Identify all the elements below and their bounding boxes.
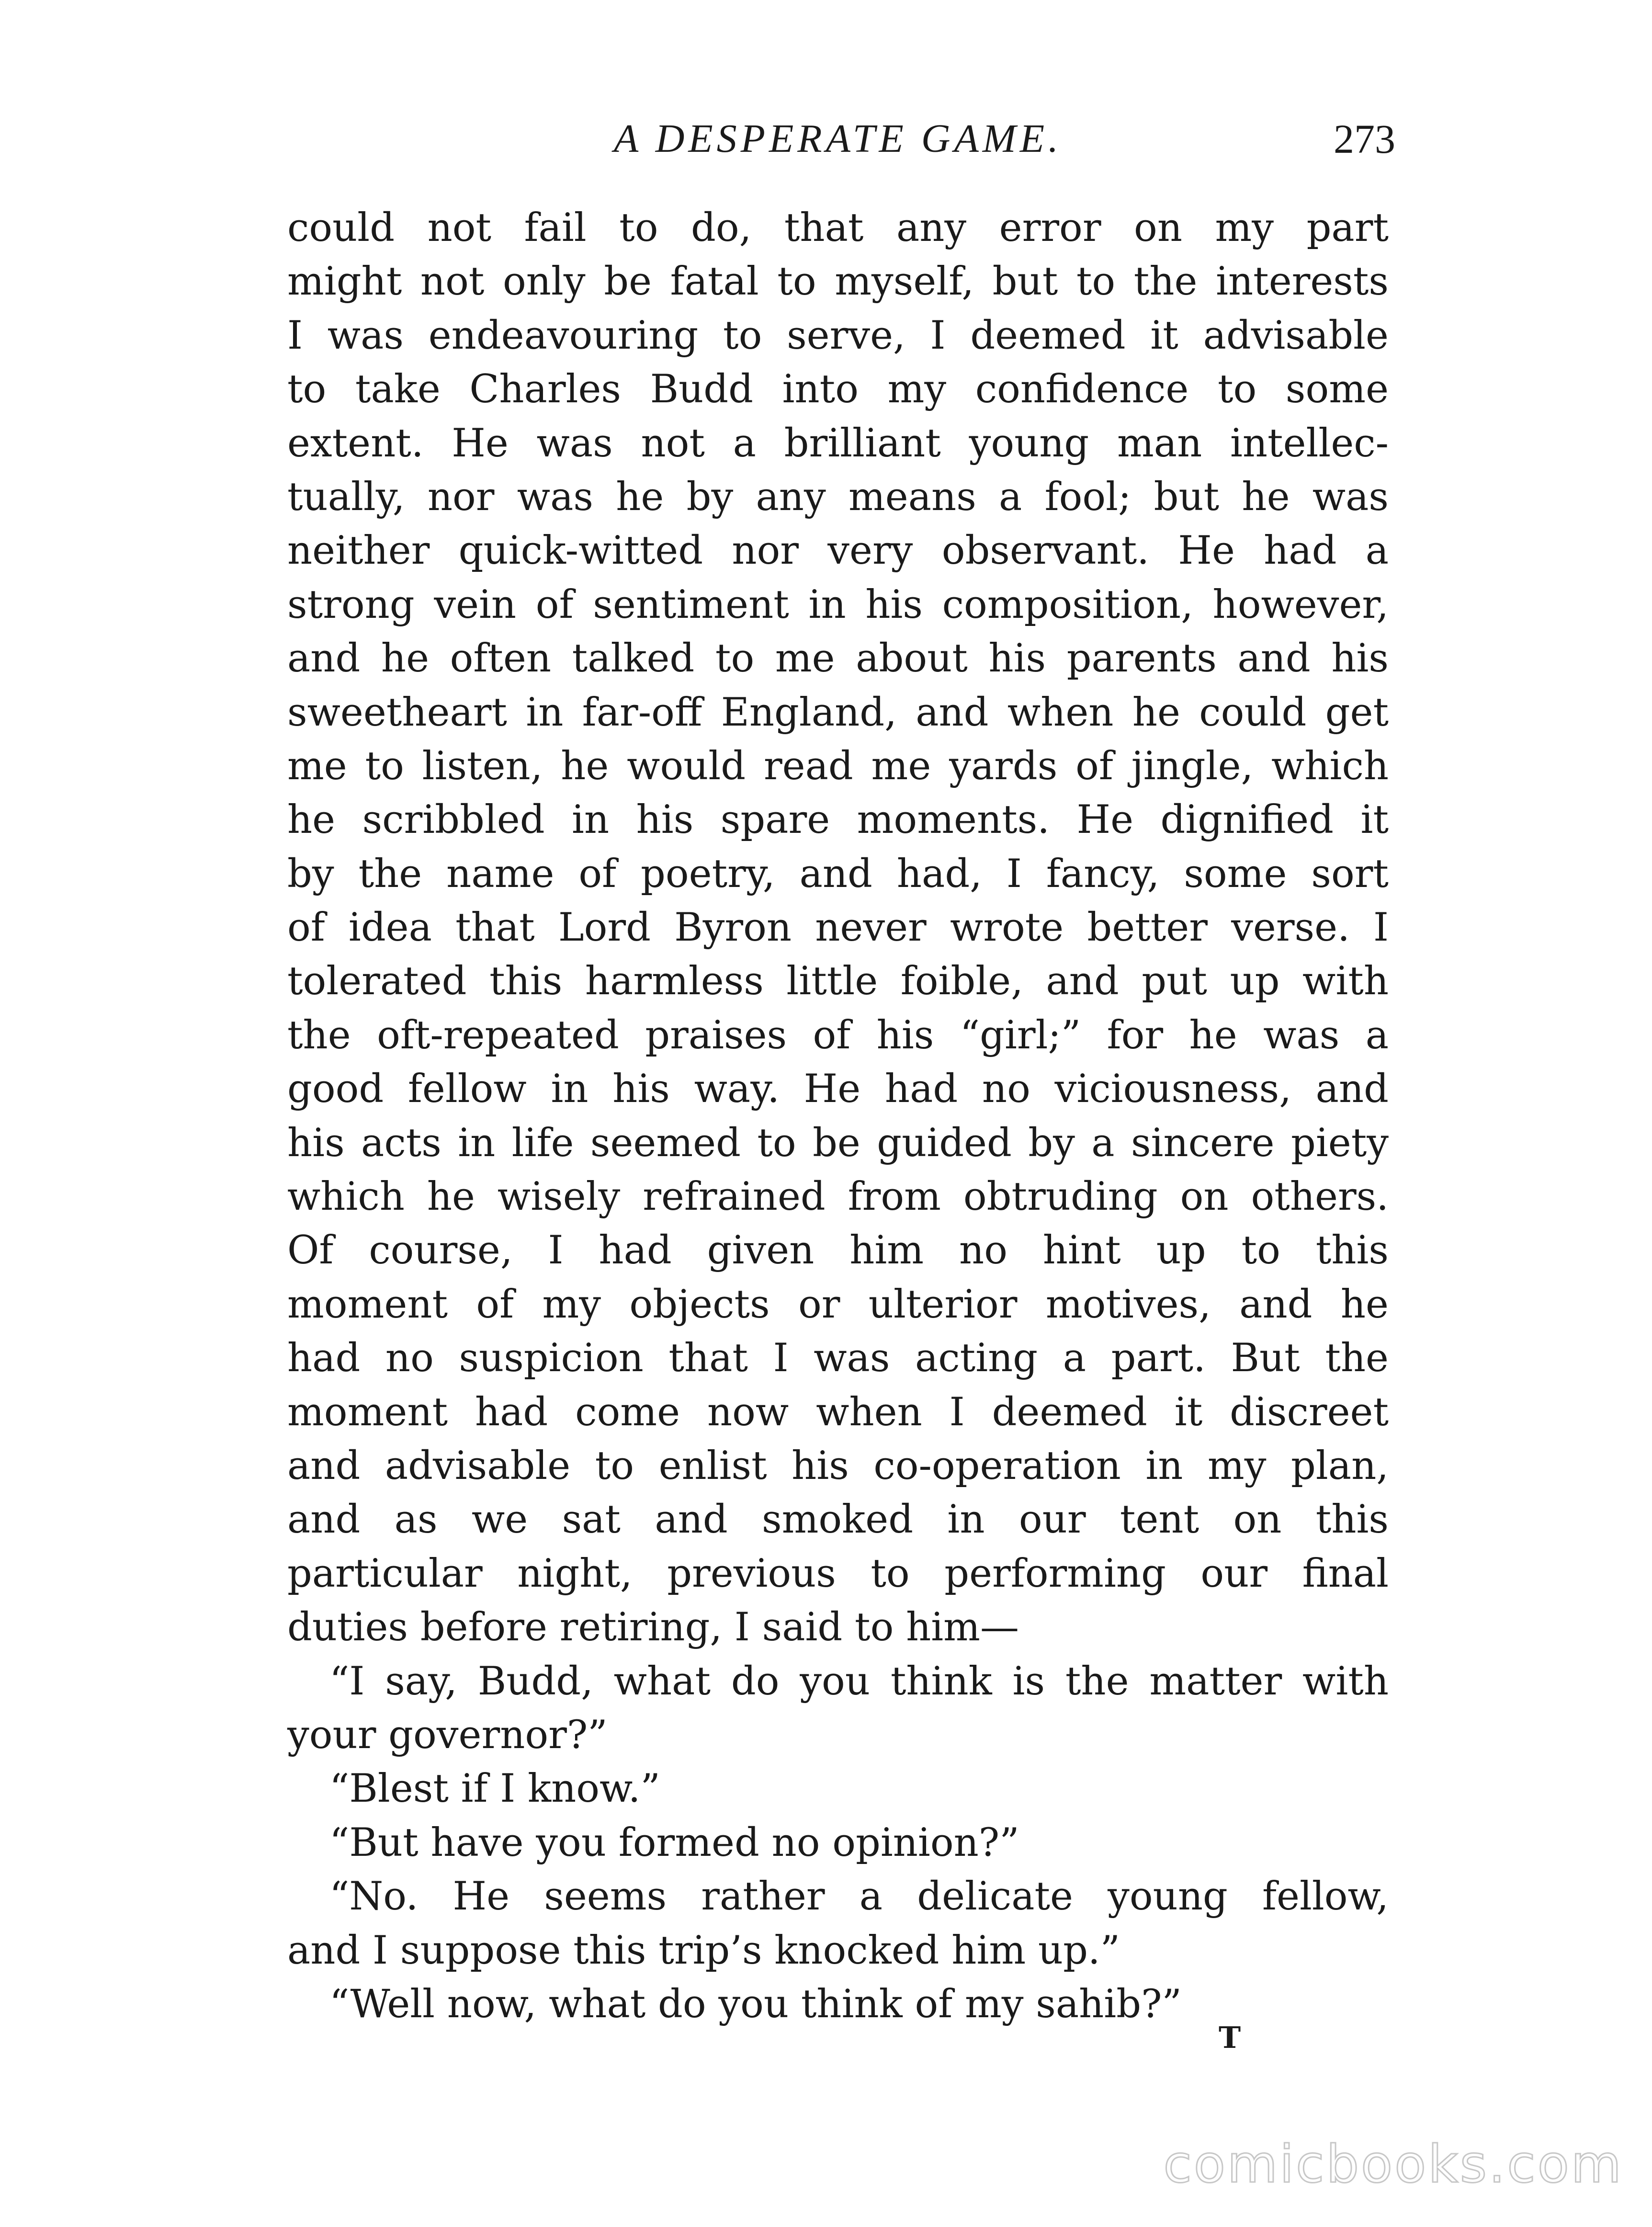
text-line: moment of my objects or ulterior motives, and he (287, 1282, 1389, 1327)
text-line: which he wisely refrained from obtruding on others. (287, 1174, 1389, 1220)
text-line: I was endeavouring to serve, I deemed it advisable (287, 313, 1389, 358)
page-number: 273 (1334, 116, 1395, 162)
text-line: extent. He was not a brilliant young man intellec- (287, 420, 1389, 466)
running-head (287, 110, 1395, 168)
text-line: moment had come now when I deemed it discreet (287, 1389, 1389, 1435)
text-line: the oft-repeated praises of his “girl;” for he was a (287, 1012, 1389, 1058)
text-line: Of course, I had given him no hint up to this (287, 1228, 1389, 1273)
text-line: particular night, previous to performing our final (287, 1551, 1389, 1596)
signature-mark: T (1219, 2020, 1241, 2055)
text-line: tually, nor was he by any means a fool; but he was (287, 474, 1389, 520)
text-line: tolerated this harmless little foible, and put up with (287, 959, 1389, 1004)
body-text (287, 201, 1389, 2031)
text-line: strong vein of sentiment in his composition, however, (287, 582, 1389, 627)
text-line: good fellow in his way. He had no viciousness, and (287, 1067, 1389, 1112)
text-line: he scribbled in his spare moments. He dignified it (287, 797, 1389, 843)
text-line: neither quick-witted nor very observant. He had a (287, 528, 1389, 574)
dialogue-line: “I say, Budd, what do you think is the matter with (329, 1659, 1389, 1704)
text-line: his acts in life seemed to be guided by a sincere piety (287, 1120, 1389, 1166)
text-line: to take Charles Budd into my confidence to some (287, 367, 1389, 412)
watermark: comicbooks.com (1163, 2135, 1623, 2194)
dialogue-line: “No. He seems rather a delicate young fellow, (329, 1874, 1389, 1920)
text-line: and I suppose this trip’s knocked him up.” (287, 1928, 1120, 1973)
text-line: by the name of poetry, and had, I fancy, some sort (287, 851, 1389, 897)
text-line: had no suspicion that I was acting a part. But the (287, 1336, 1389, 1381)
text-line: duties before retiring, I said to him— (287, 1605, 1019, 1650)
running-title: A DESPERATE GAME. (613, 116, 1063, 161)
text-line: and advisable to enlist his co-operation in my plan, (287, 1443, 1389, 1488)
text-line: me to listen, he would read me yards of jingle, which (287, 743, 1389, 789)
dialogue-line: “Well now, what do you think of my sahib?” (329, 1981, 1182, 2027)
text-line: your governor?” (287, 1712, 608, 1758)
text-line: might not only be fatal to myself, but to the interests (287, 259, 1389, 305)
dialogue-line: “But have you formed no opinion?” (329, 1820, 1019, 1865)
text-line: of idea that Lord Byron never wrote better verse. I (287, 905, 1389, 951)
text-line: sweetheart in far-off England, and when he could get (287, 690, 1389, 735)
dialogue-line: “Blest if I know.” (329, 1766, 660, 1812)
text-line: could not fail to do, that any error on my part (287, 205, 1389, 250)
text-line: and as we sat and smoked in our tent on this (287, 1497, 1389, 1543)
text-line: and he often talked to me about his parents and his (287, 636, 1389, 682)
